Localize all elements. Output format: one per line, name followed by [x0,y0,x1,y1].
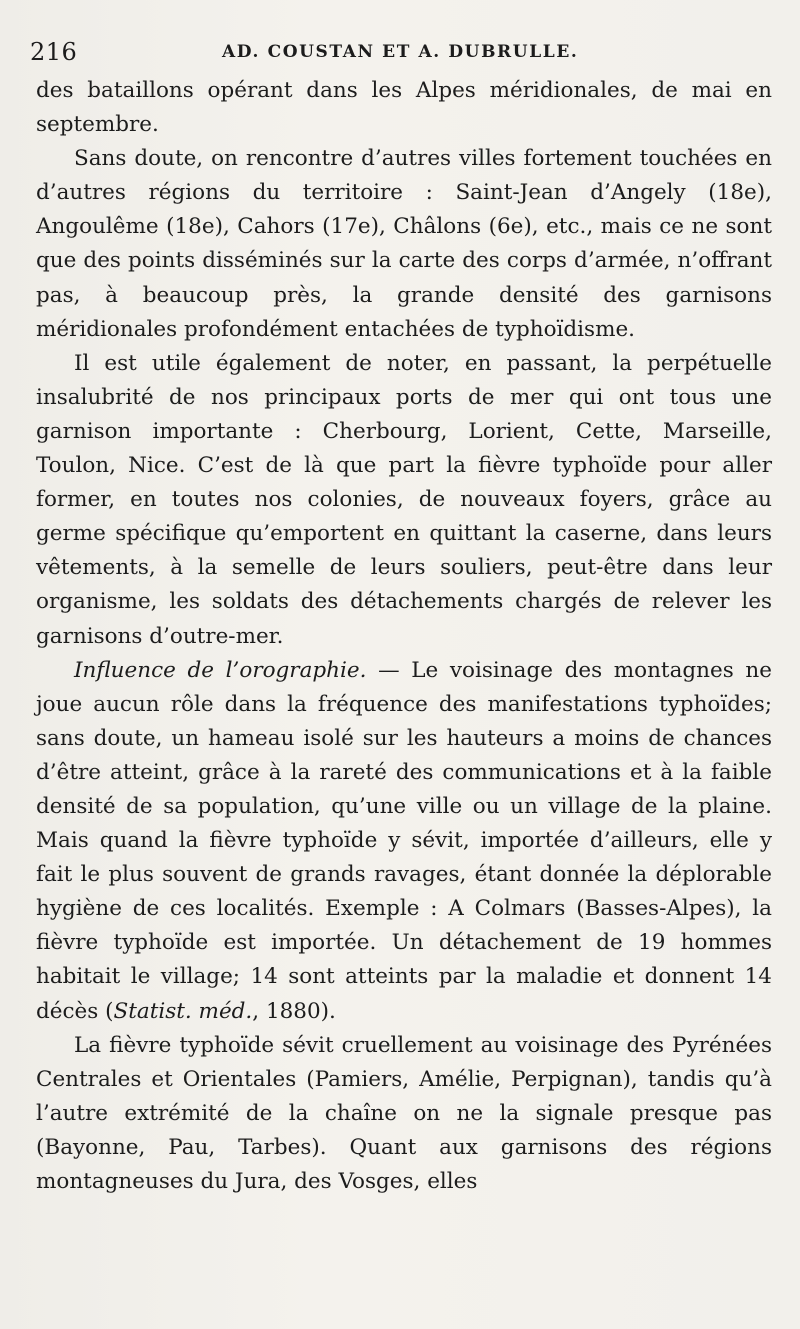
paragraph-orography-text: — Le voisinage des montagnes ne joue aucun rôle dans la fréquence des manifestations typhoïdes; sans doute, un hameau isolé sur les hauteurs a moins de chances d’être atteint, grâce à la rareté des communications et à la faible densité de sa population, qu’une ville ou un village de la plaine. Mais quand la fièvre typhoïde y sévit, importée d’ailleurs, elle y fait le plus souvent de grands ravages, étant donnée la déplorable hygiène de ces localités. Exemple : A Colmars (Basses-Alpes), la fièvre typhoïde est importée. Un détachement de 19 hommes habitait le village; 14 sont atteints par la maladie et donnent 14 décès ( [36,657,772,1024]
citation-source: Statist. méd. [113,998,253,1024]
paragraph-orography [36,654,772,1029]
page-body [36,74,772,1199]
paragraph-pyrenees: La fièvre typhoïde sévit cruellement au voisinage des Pyrénées Centrales et Orientales (Pamiers, Amélie, Perpignan), tandis qu’à l’autre extrémité de la chaîne on ne la signale presque pas (Bayonne, Pau, Tarbes). Quant aux garnisons des régions montagneuses du Jura, des Vosges, elles [36,1032,772,1194]
section-heading-orography: Influence de l’orographie. [74,657,367,683]
paragraph-ports: Il est utile également de noter, en passant, la perpétuelle insalubrité de nos principaux ports de mer qui ont tous une garnison importante : Cherbourg, Lorient, Cette, Marseille, Toulon, Nice. C’est de là que part la fièvre typhoïde pour aller former, en toutes nos colonies, de nouveaux foyers, grâce au germe spécifique qu’emportent en quittant la caserne, dans leurs vêtements, à la semelle de leurs souliers, peut-être dans leur organisme, les soldats des détachements chargés de relever les garnisons d’outre-mer. [36,350,772,649]
paragraph-continuation: des bataillons opérant dans les Alpes méridionales, de mai en septembre. [36,78,772,138]
page-number: 216 [30,38,78,66]
running-title: AD. COUSTAN ET A. DUBRULLE. [222,42,579,62]
page-header [30,38,770,72]
citation-tail: , 1880). [252,998,336,1024]
paragraph-other-towns: Sans doute, on rencontre d’autres villes fortement touchées en d’autres régions du territoire : Saint-Jean d’Angely (18e), Angoulême (18e), Cahors (17e), Châlons (6e), etc., mais ce ne sont que des points disséminés sur la carte des corps d’armée, n’offrant pas, à beaucoup près, la grande densité des garnisons méridionales profondément entachées de typhoïdisme. [36,146,772,342]
